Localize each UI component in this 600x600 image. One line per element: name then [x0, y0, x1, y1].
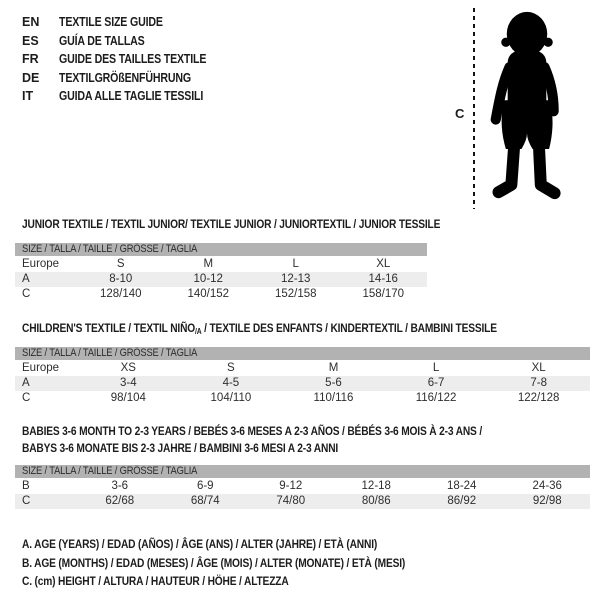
cell: 92/98: [532, 495, 562, 507]
language-code: DE: [22, 70, 40, 85]
language-label: GUÍA DE TALLAS: [59, 33, 145, 48]
size-header-bar: [15, 243, 427, 256]
baby-silhouette-icon: [481, 8, 573, 209]
table-row-height: [15, 391, 590, 406]
legend: [22, 535, 473, 591]
language-row-en: [22, 13, 232, 32]
language-code: FR: [22, 52, 39, 66]
cell: 8-10: [109, 273, 133, 285]
cell: 5-6: [325, 377, 342, 389]
size-header-label: SIZE / TALLA / TAILLE / GRÖSSE / TAGLIA: [22, 465, 198, 477]
cell: M: [328, 362, 339, 374]
babies-table-title: BABIES 3-6 MONTH TO 2-3 YEARS / BEBÉS 3-6 MESES A 2-3 AÑOS / BÉBÉS 3-6 MOIS À 2-3 ANS / BABYS 3-6 MONATE BIS 2-3 JAHRE / BAMBINI 3-6 MESI A 2-3 ANNI: [22, 424, 483, 455]
cell: 104/110: [210, 392, 252, 404]
children-table-title: CHILDREN'S TEXTILE / TEXTIL $NIÑO_{/A}$ / TEXTILE DES ENFANTS / KINDERTEXTIL / BAMBINI TESSILE: [22, 321, 497, 336]
children-table: [15, 347, 590, 406]
row-label: C: [22, 288, 31, 300]
language-label: GUIDA ALLE TAGLIE TESSILI: [59, 89, 204, 103]
table-row-age-months: [15, 479, 590, 494]
row-label: A: [22, 273, 30, 285]
legend-line-a: A. AGE (YEARS) / EDAD (AÑOS) / ÂGE (ANS) / ALTER (JAHRE) / ETÀ (ANNI): [22, 537, 378, 551]
cell: 10-12: [193, 273, 223, 285]
cell: 12-13: [281, 273, 311, 285]
row-label: B: [22, 480, 30, 492]
cell: L: [292, 258, 299, 270]
table-row-europe: [15, 361, 590, 376]
cell: M: [203, 258, 214, 270]
junior-table-title: JUNIOR TEXTILE / TEXTIL JUNIOR/ TEXTILE JUNIOR / JUNIORTEXTIL / JUNIOR TESSILE: [22, 217, 441, 231]
cell: 18-24: [447, 480, 477, 492]
cell: 158/170: [362, 288, 405, 300]
row-label: Europe: [22, 362, 60, 374]
cell: 122/128: [517, 392, 560, 404]
cell: 24-36: [532, 480, 562, 492]
cell: 3-6: [111, 480, 129, 492]
babies-table: [15, 465, 590, 509]
cell: 6-7: [427, 377, 445, 389]
cell: S: [227, 362, 235, 374]
cell: 62/68: [105, 495, 135, 507]
language-row-it: [22, 87, 232, 106]
language-row-de: [22, 69, 232, 88]
size-header-label: SIZE / TALLA / TAILLE / GRÖSSE / TAGLIA: [22, 243, 198, 255]
language-label: TEXTILGRÖßENFÜHRUNG: [59, 70, 191, 85]
table-row-europe: [15, 257, 427, 272]
height-measure-label: C: [455, 106, 465, 121]
size-header-bar: [15, 347, 590, 360]
row-label: C: [22, 392, 31, 404]
cell: 80/86: [361, 495, 391, 507]
cell: 86/92: [447, 495, 477, 507]
cell: L: [432, 362, 440, 374]
cell: 98/104: [110, 392, 146, 404]
table-row-height: [15, 287, 427, 302]
cell: 12-18: [361, 480, 391, 492]
height-dashed-line: [473, 8, 475, 209]
size-header-label: SIZE / TALLA / TAILLE / GRÖSSE / TAGLIA: [22, 347, 198, 359]
cell: 6-9: [196, 480, 214, 492]
cell: 110/116: [313, 392, 354, 404]
cell: 7-8: [530, 377, 547, 389]
language-row-es: [22, 32, 232, 51]
table-row-age: [15, 272, 427, 287]
cell: XL: [531, 362, 546, 374]
cell: 14-16: [368, 273, 398, 285]
cell: 4-5: [222, 377, 240, 389]
junior-table: [15, 243, 427, 302]
cell: 68/74: [190, 495, 220, 507]
cell: 152/158: [274, 288, 317, 300]
cell: 140/152: [187, 288, 230, 300]
language-code: EN: [22, 15, 40, 29]
cell: XL: [376, 258, 391, 270]
language-label: GUIDE DES TAILLES TEXTILE: [59, 52, 207, 66]
row-label: C: [22, 495, 31, 507]
language-row-fr: [22, 50, 232, 69]
language-code: IT: [22, 89, 34, 103]
cell: S: [116, 258, 125, 270]
legend-line-c: C. (cm) HEIGHT / ALTURA / HAUTEUR / HÖHE / ALTEZZA: [22, 574, 289, 588]
title-subscript: /A: [195, 327, 202, 336]
cell: 128/140: [99, 288, 142, 300]
language-guide-list: [22, 13, 232, 106]
table-row-age: [15, 376, 590, 391]
size-header-bar: [15, 465, 590, 478]
row-label: Europe: [22, 258, 60, 270]
legend-line-b: B. AGE (MONTHS) / EDAD (MESES) / ÂGE (MOIS) / ALTER (MONATE) / ETÀ (MESI): [22, 555, 406, 570]
cell: 116/122: [415, 392, 457, 404]
cell: 3-4: [119, 377, 137, 389]
cell: 74/80: [276, 495, 306, 507]
language-code: ES: [22, 33, 39, 48]
cell: XS: [120, 362, 136, 374]
row-label: A: [22, 377, 30, 389]
table-row-height: [15, 494, 590, 509]
language-label: TEXTILE SIZE GUIDE: [59, 15, 163, 29]
cell: 9-12: [279, 480, 303, 492]
